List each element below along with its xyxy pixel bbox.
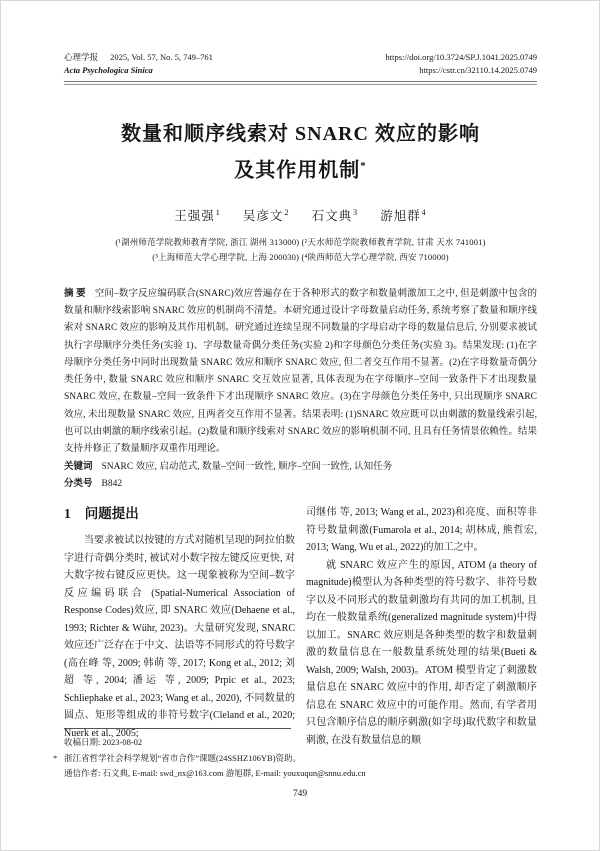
email-link[interactable]: youxuqun@snnu.edu.cn bbox=[283, 768, 366, 778]
funding-note bbox=[53, 751, 539, 767]
author-affiliation-marker: 3 bbox=[353, 207, 359, 217]
affiliation-line: (³上海师范大学心理学院, 上海 200030) (⁴陕西师范大学心理学院, 西安 710000) bbox=[152, 251, 449, 262]
keywords-text: SNARC 效应, 启动范式, 数量–空间一致性, 顺序–空间一致性, 认知任务 bbox=[101, 461, 393, 472]
journal-issue-info: 2025, Vol. 57, No. 5, 749–761 bbox=[110, 52, 213, 62]
body-column-right bbox=[306, 504, 537, 749]
classification-code: B842 bbox=[101, 478, 123, 489]
correspondence-prefix: 通信作者: 石文典, E-mail: bbox=[64, 768, 160, 778]
footnote-block bbox=[53, 728, 539, 782]
doi-link[interactable]: https://doi.org/10.3724/SP.J.1041.2025.0749 bbox=[385, 52, 537, 62]
cstr-link[interactable]: https://cstr.cn/32110.14.2025.0749 bbox=[419, 64, 537, 75]
body-column-left bbox=[64, 504, 295, 749]
section-number: 1 bbox=[64, 506, 71, 522]
author-affiliation-marker: 2 bbox=[284, 207, 290, 217]
author-list bbox=[64, 206, 537, 224]
funding-text: 浙江省哲学社会科学规划“省市合作”课题(24SSHZ106YB)资助。 bbox=[64, 752, 302, 763]
author bbox=[312, 209, 359, 223]
author-name: 王强强 bbox=[174, 208, 215, 223]
journal-header bbox=[64, 51, 537, 76]
email-link[interactable]: swd_nx@163.com bbox=[159, 768, 224, 778]
received-date: 收稿日期: 2023-08-02 bbox=[64, 737, 143, 747]
keywords-line bbox=[64, 459, 537, 476]
author-name: 吴彦文 bbox=[242, 208, 284, 223]
author-name: 游旭群 bbox=[380, 208, 421, 223]
body-paragraph-continuation: 司继伟 等, 2013; Wang et al., 2023)和亮度、面积等非符号数量刺激(Fumarola et al., 2014; 胡林成, 熊哲宏, 2013; Wang, Wu et al., 2022)的加工之中。 bbox=[306, 507, 537, 554]
affiliations bbox=[64, 235, 537, 265]
journal-name-cn: 心理学报 bbox=[64, 52, 99, 62]
affiliation-line: (¹湖州师范学院教师教育学院, 浙江 湖州 313000) (²天水师范学院教师教育学院, 甘肃 天水 741001) bbox=[115, 236, 486, 247]
journal-header-left bbox=[64, 51, 213, 76]
journal-name-en: Acta Psychologica Sinica bbox=[64, 64, 153, 75]
classification-line bbox=[64, 476, 537, 493]
author bbox=[174, 209, 221, 223]
abstract-text: 空间–数字反应编码联合(SNARC)效应普遍存在于各种形式的数字和数量刺激加工之中, 但是刺激中包含的数量和顺序线索影响 SNARC 效应的机制尚不清楚。本研究通过设计字母数量启动任务, 系统考察了数量和顺序线索对 SNARC 效应的影响及其作用机制。研究通过连续呈现不同数量的字母启动字母的数量信息后, 分别要求被试执行字母顺序分类任务(实验 1)、字母数量奇偶分类任务(实验 2)和字母颜色分类任务(实验 3)。结果发现: (1)在字母顺序分类任务中同时出现数量 SNARC 效应和顺序 SNARC 效应, 但二者交互作用不显著。(2)在字母数量奇偶分类任务中, 数量 SNARC 效应和顺序 SNARC 交互效应显著, 具体表现为在字母顺序–空间一致条件下才出现数量 SNARC 效应, 在数量–空间一致条件下才出现顺序 SNARC 效应。(3)在字母颜色分类任务中, 只出现顺序 SNARC 效应, 未出现数量 SNARC 效应, 且两者交互作用不显著。结果表明: (1)SNARC 效应既可以由刺激的数量线索引起, 也可以由刺激的顺序线索引起。(2)数量和顺序线索对 SNARC 效应的影响机制不同, 且具有任务情景依赖性。结果支持并修正了数量顺序双重作用理论。 bbox=[64, 288, 537, 455]
correspondence-note bbox=[64, 766, 539, 782]
section-title: 问题提出 bbox=[84, 506, 139, 522]
abstract bbox=[64, 286, 537, 459]
abstract-label: 摘 要 bbox=[64, 288, 86, 299]
author-affiliation-marker: 4 bbox=[421, 207, 427, 217]
keywords-label: 关键词 bbox=[64, 461, 93, 472]
page-number: 749 bbox=[292, 789, 308, 799]
author-name: 石文典 bbox=[311, 208, 353, 223]
author bbox=[243, 209, 290, 223]
classification-label: 分类号 bbox=[64, 478, 93, 489]
paper-title-line1: 数量和顺序线索对 SNARC 效应的影响 bbox=[121, 123, 480, 145]
title-footnote-marker: * bbox=[360, 160, 367, 172]
body-columns bbox=[64, 504, 537, 749]
author bbox=[380, 209, 427, 223]
body-paragraph: 就 SNARC 效应产生的原因, ATOM (a theory of magnitude)模型认为各种类型的符号数字、非符号数字以及不同形式的数量刺激均有共同的加工机制, 且均在一般数量系统(generalized magnitude system)中得以加工。SNARC 效应则是各种类型的数字和数量刺激的数量信息在一般数量系统处理的结果(Bueti & Walsh, 2009; Walsh, 2003)。ATOM 模型肯定了刺激数量信息在 SNARC 效应中的作用, 却否定了刺激顺序信息在 SNARC 效应中的可能作用。然而, 有学者用只包含顺序信息的顺序刺激(如字母)取代数字和数量刺激, 在没有数量信息的顺 bbox=[306, 559, 537, 746]
footnote-rule bbox=[64, 728, 291, 729]
journal-header-right bbox=[386, 51, 537, 76]
body-paragraph: 当要求被试以按键的方式对随机呈现的阿拉伯数字进行奇偶分类时, 被试对小数字按左键反应更快, 对大数字按右键反应更快。这一现象被称为空间–数字反应编码联合 (Spatial-Numerical Association of Response Codes)效应, 即 SNARC 效应(Dehaene et al., 1993; Richter & Wühr, 2023)。大量研究发现, SNARC 效应还广泛存在于中文、法语等不同形式的符号数字(高在峰 等, 2009; 韩萌 等, 2017; Kong et al., 2012; 刘超 等, 2004; 潘运 等, 2009; Prpic et al., 2023; Schliephake et al., 2023; Wang et al., 2020), 不同数量的圆点、矩形等组成的非符号数字(Cleland et al., 2020; Nuerk et al., 2005; bbox=[64, 535, 295, 739]
paper-title-line2: 及其作用机制* bbox=[234, 159, 367, 182]
journal-issue-line bbox=[64, 51, 213, 64]
paper-title bbox=[64, 118, 537, 187]
correspondence-prefix: 游旭群, E-mail: bbox=[223, 768, 284, 778]
funding-asterisk: * bbox=[53, 752, 58, 763]
section-heading bbox=[64, 504, 295, 524]
author-affiliation-marker: 1 bbox=[215, 207, 221, 217]
header-rule bbox=[64, 81, 537, 85]
